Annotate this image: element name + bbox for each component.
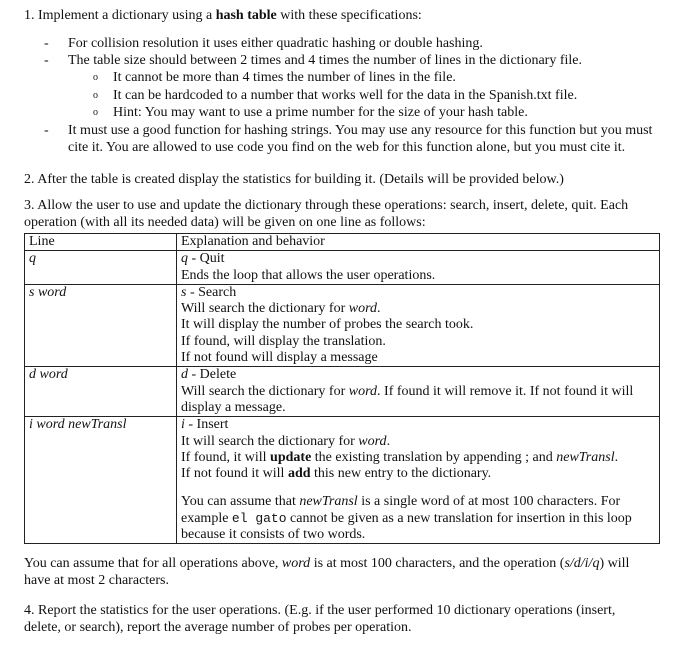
- spec-hardcoded: It can be hardcoded to a number that works well for the data in the Spanish.txt file.: [113, 88, 578, 103]
- table-row-search: [25, 284, 660, 366]
- constraints-line1: You can assume that for all operations above, word is at most 100 characters, and the operation (s/d/i/q) will: [24, 556, 630, 571]
- spec-hash-function-line2: cite it. You are allowed to use code you find on the web for this function alone, but you must cite it.: [68, 140, 626, 155]
- bullet-circle: o: [93, 72, 98, 83]
- cell-line-delete: d word: [25, 367, 177, 417]
- table-row-delete: [25, 367, 660, 417]
- hash-table-term: hash table: [215, 8, 277, 23]
- cell-line-insert: i word newTransl: [25, 417, 177, 544]
- section-1-heading: [24, 7, 422, 24]
- table-row-insert: [25, 417, 660, 544]
- spec-hash-function-line1: It must use a good function for hashing strings. You may use any resource for this function but you must: [68, 123, 653, 138]
- section-4-line1: 4. Report the statistics for the user operations. (E.g. if the user performed 10 dictionary operations (insert,: [24, 603, 616, 618]
- table-row-quit: [25, 251, 660, 285]
- spec-prime-hint: Hint: You may want to use a prime number for the size of your hash table.: [113, 105, 528, 120]
- bullet-circle: o: [93, 90, 98, 101]
- spec-table-size: The table size should between 2 times and 4 times the number of lines in the dictionary file.: [68, 53, 582, 68]
- heading-text: 1. Implement a dictionary using a: [24, 8, 216, 23]
- bullet-dash: -: [44, 53, 49, 68]
- bullet-dash: -: [44, 36, 49, 51]
- cell-explanation-delete: d - Delete Will search the dictionary for word. If found it will remove it. If not found it will display a message.: [177, 367, 660, 417]
- cell-explanation-insert: i - Insert It will search the dictionary for word. If found, it will update the existing translation by appending ; and newTransl. If not found it will add this new entry to the dictionary. You can assume that newTransl is a single word of at most 100 characters. For example el gato cannot be given as a new translation for insertion in this loop because it consists of two words.: [177, 417, 660, 544]
- bullet-dash: -: [44, 123, 49, 138]
- section-4-line2: delete, or search), report the average number of probes per operation.: [24, 620, 412, 635]
- section-3-line1: 3. Allow the user to use and update the dictionary through these operations: search, insert, delete, quit. Each: [24, 198, 629, 213]
- spec-max-size: It cannot be more than 4 times the number of lines in the file.: [113, 70, 456, 85]
- constraints-line2: have at most 2 characters.: [24, 573, 169, 588]
- bullet-circle: o: [93, 107, 98, 118]
- section-3-line2: operation (with all its needed data) will be given on one line as follows:: [24, 215, 426, 230]
- spec-collision: For collision resolution it uses either quadratic hashing or double hashing.: [68, 36, 483, 51]
- operations-table: [24, 233, 660, 544]
- header-line: Line: [25, 234, 177, 251]
- table-header-row: [25, 234, 660, 251]
- cell-explanation-quit: q - Quit Ends the loop that allows the user operations.: [177, 251, 660, 285]
- cell-line-search: s word: [25, 284, 177, 366]
- section-2: 2. After the table is created display the statistics for building it. (Details will be provided below.): [24, 172, 564, 187]
- code-example: el gato: [231, 510, 287, 526]
- cell-line-quit: q: [25, 251, 177, 285]
- heading-text-end: with these specifications:: [276, 8, 422, 23]
- header-explanation: Explanation and behavior: [177, 234, 660, 251]
- cell-explanation-search: s - Search Will search the dictionary for word. It will display the number of probes the search took. If found, will display the translation. If not found will display a message: [177, 284, 660, 366]
